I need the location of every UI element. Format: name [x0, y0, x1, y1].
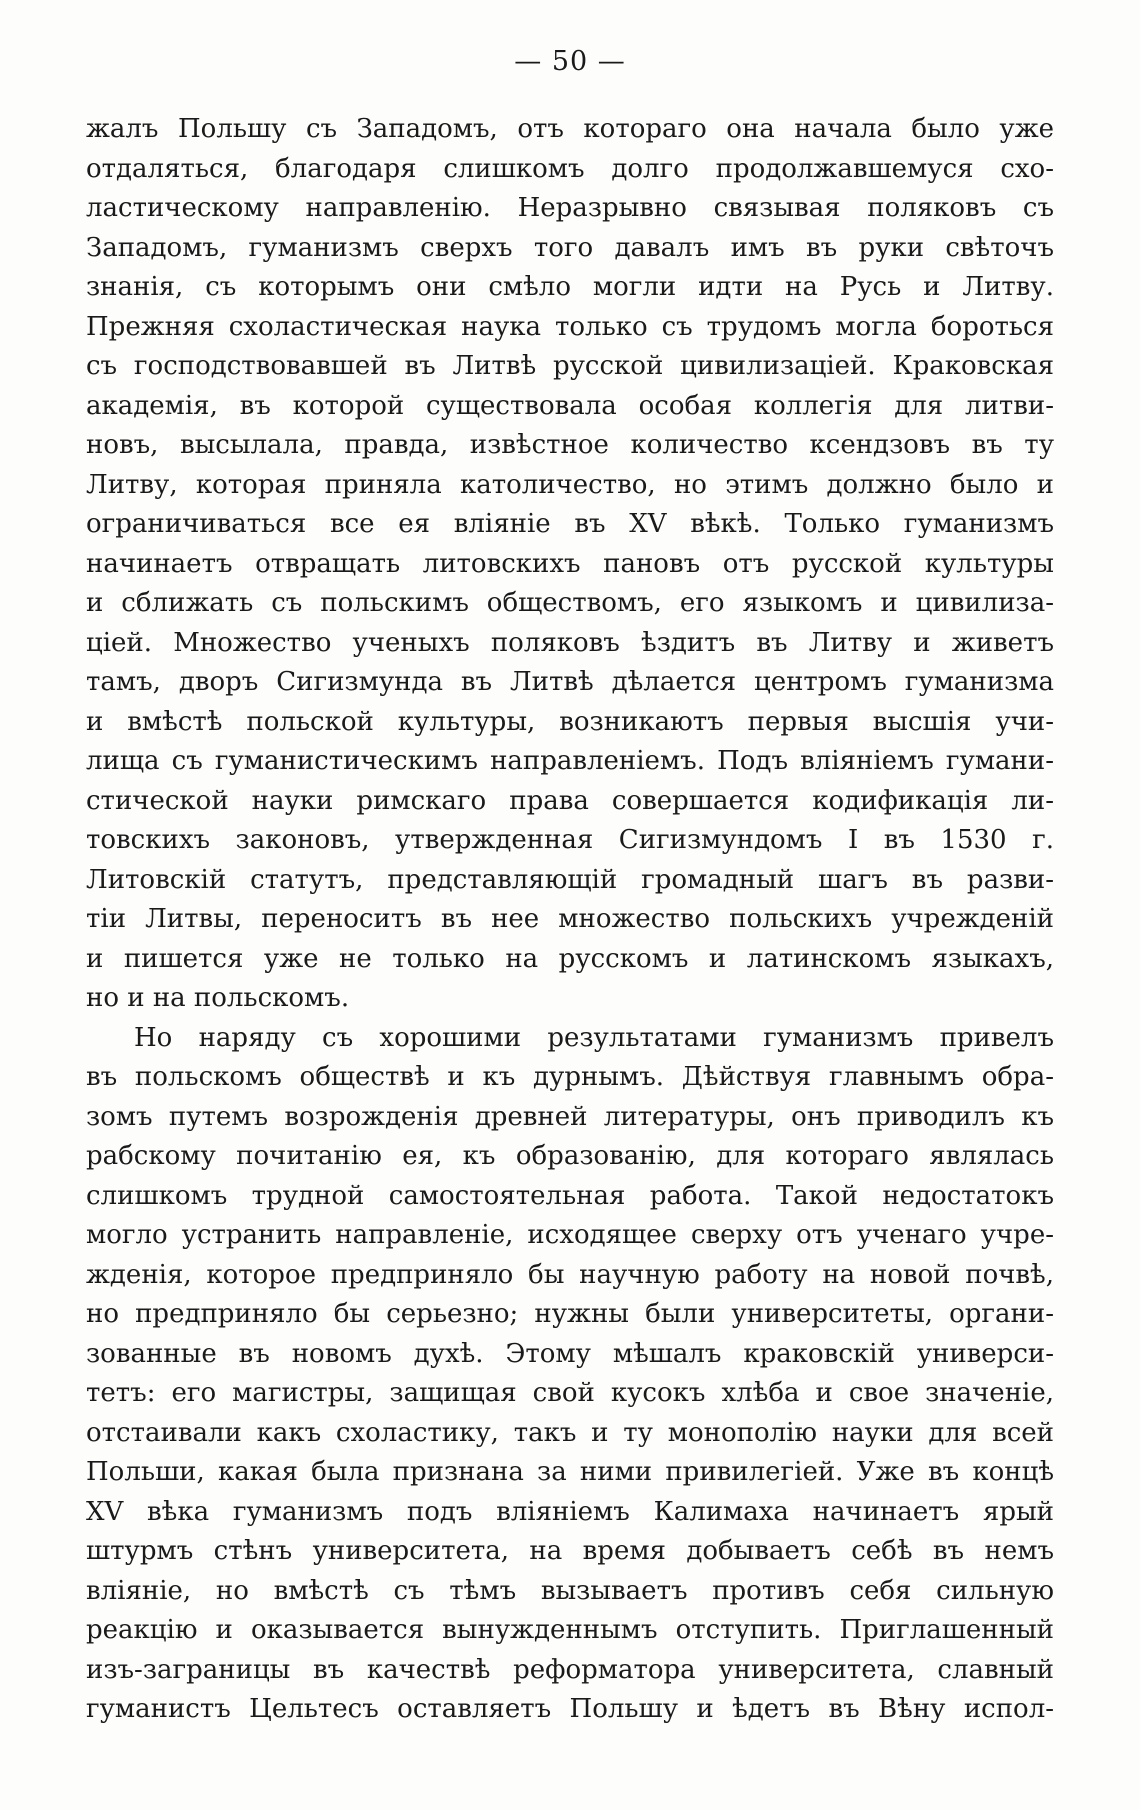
text-line: товскихъ законовъ, утвержденная Сигизмундомъ I въ 1530 г. — [86, 825, 1054, 855]
text-line: Польши, какая была признана за ними привилегіей. Уже въ концѣ — [86, 1457, 1054, 1487]
text-line: XV вѣка гуманизмъ подъ вліяніемъ Калимаха начинаетъ ярый — [86, 1496, 1054, 1527]
text-line: тамъ, дворъ Сигизмунда въ Литвѣ дѣлается центромъ гуманизма — [86, 667, 1054, 697]
text-line: Литву, которая приняла католичество, но этимъ должно было и — [86, 469, 1054, 500]
text-line: съ господствовавшей въ Литвѣ русской цивилизаціей. Краковская — [86, 351, 1054, 381]
text-line: и вмѣстѣ польской культуры, возникаютъ первыя высшія учи- — [86, 706, 1054, 737]
text-line: могло устранить направленіе, исходящее сверху отъ ученаго учре- — [86, 1220, 1054, 1250]
text-line: тетъ: его магистры, защищая свой кусокъ хлѣба и свое значеніе, — [86, 1378, 1054, 1408]
text-line: зомъ путемъ возрожденія древней литературы, онъ приводилъ къ — [86, 1101, 1054, 1132]
text-line: рабскому почитанію ея, къ образованію, для котораго являлась — [86, 1141, 1054, 1171]
text-line: отдаляться, благодаря слишкомъ долго продолжавшемуся схо- — [86, 153, 1054, 184]
text-line: Западомъ, гуманизмъ сверхъ того давалъ имъ въ руки свѣточъ — [86, 232, 1054, 263]
text-line: штурмъ стѣнъ университета, на время добываетъ себѣ въ немъ — [86, 1536, 1054, 1566]
text-line: въ польскомъ обществѣ и къ дурнымъ. Дѣйствуя главнымъ обра- — [86, 1062, 1054, 1092]
text-line: жалъ Польшу съ Западомъ, отъ котораго она начала было уже — [86, 114, 1054, 144]
text-line: ластическому направленію. Неразрывно связывая поляковъ съ — [86, 193, 1054, 223]
text-line: изъ-заграницы въ качествѣ реформатора университета, славный — [86, 1654, 1054, 1685]
text-line: академія, въ которой существовала особая коллегія для литви- — [86, 390, 1054, 421]
text-line: знанія, съ которымъ они смѣло могли идти на Русь и Литву. — [86, 272, 1054, 302]
text-line: стической науки римскаго права совершается кодификація ли- — [86, 785, 1054, 816]
text-line: лища съ гуманистическимъ направленіемъ. Подъ вліяніемъ гумани- — [86, 746, 1054, 776]
text-line: тіи Литвы, переноситъ въ нее множество польскихъ учрежденій — [86, 904, 1054, 934]
text-line: гуманистъ Цельтесъ оставляетъ Польшу и ѣдетъ въ Вѣну испол- — [86, 1694, 1054, 1724]
text-line: ограничиваться все ея вліяніе въ XV вѣкѣ. Только гуманизмъ — [86, 509, 1054, 539]
text-line: но и на польскомъ. — [86, 983, 350, 1013]
text-line: начинаетъ отвращать литовскихъ пановъ отъ русской культуры — [86, 548, 1054, 579]
text-line: ціей. Множество ученыхъ поляковъ ѣздитъ въ Литву и живетъ — [86, 627, 1054, 658]
text-line: Литовскій статутъ, представляющій громадный шагъ въ разви- — [86, 864, 1054, 895]
text-line: но предприняло бы серьезно; нужны были университеты, органи- — [86, 1299, 1054, 1329]
text-line: новъ, высылала, правда, извѣстное количество ксендзовъ въ ту — [86, 430, 1054, 460]
text-line: и сближать съ польскимъ обществомъ, его языкомъ и цивилиза- — [86, 588, 1054, 618]
text-line: отстаивали какъ схоластику, такъ и ту монополію науки для всей — [86, 1417, 1054, 1448]
text-line: реакцію и оказывается вынужденнымъ отступить. Приглашенный — [86, 1615, 1054, 1645]
text-line: Но наряду съ хорошими результатами гуманизмъ привелъ — [134, 1022, 1054, 1053]
page-number: — 50 — — [514, 46, 626, 77]
text-line: и пишется уже не только на русскомъ и латинскомъ языкахъ, — [86, 943, 1054, 974]
text-line: зованные въ новомъ духѣ. Этому мѣшалъ краковскій универси- — [86, 1338, 1054, 1369]
body-text — [86, 110, 1054, 1730]
text-line: слишкомъ трудной самостоятельная работа. Такой недостатокъ — [86, 1180, 1054, 1211]
text-line: Прежняя схоластическая наука только съ трудомъ могла бороться — [86, 311, 1054, 342]
text-line: жденія, которое предприняло бы научную работу на новой почвѣ, — [86, 1259, 1054, 1290]
text-line: вліяніе, но вмѣстѣ съ тѣмъ вызываетъ противъ себя сильную — [86, 1575, 1054, 1606]
